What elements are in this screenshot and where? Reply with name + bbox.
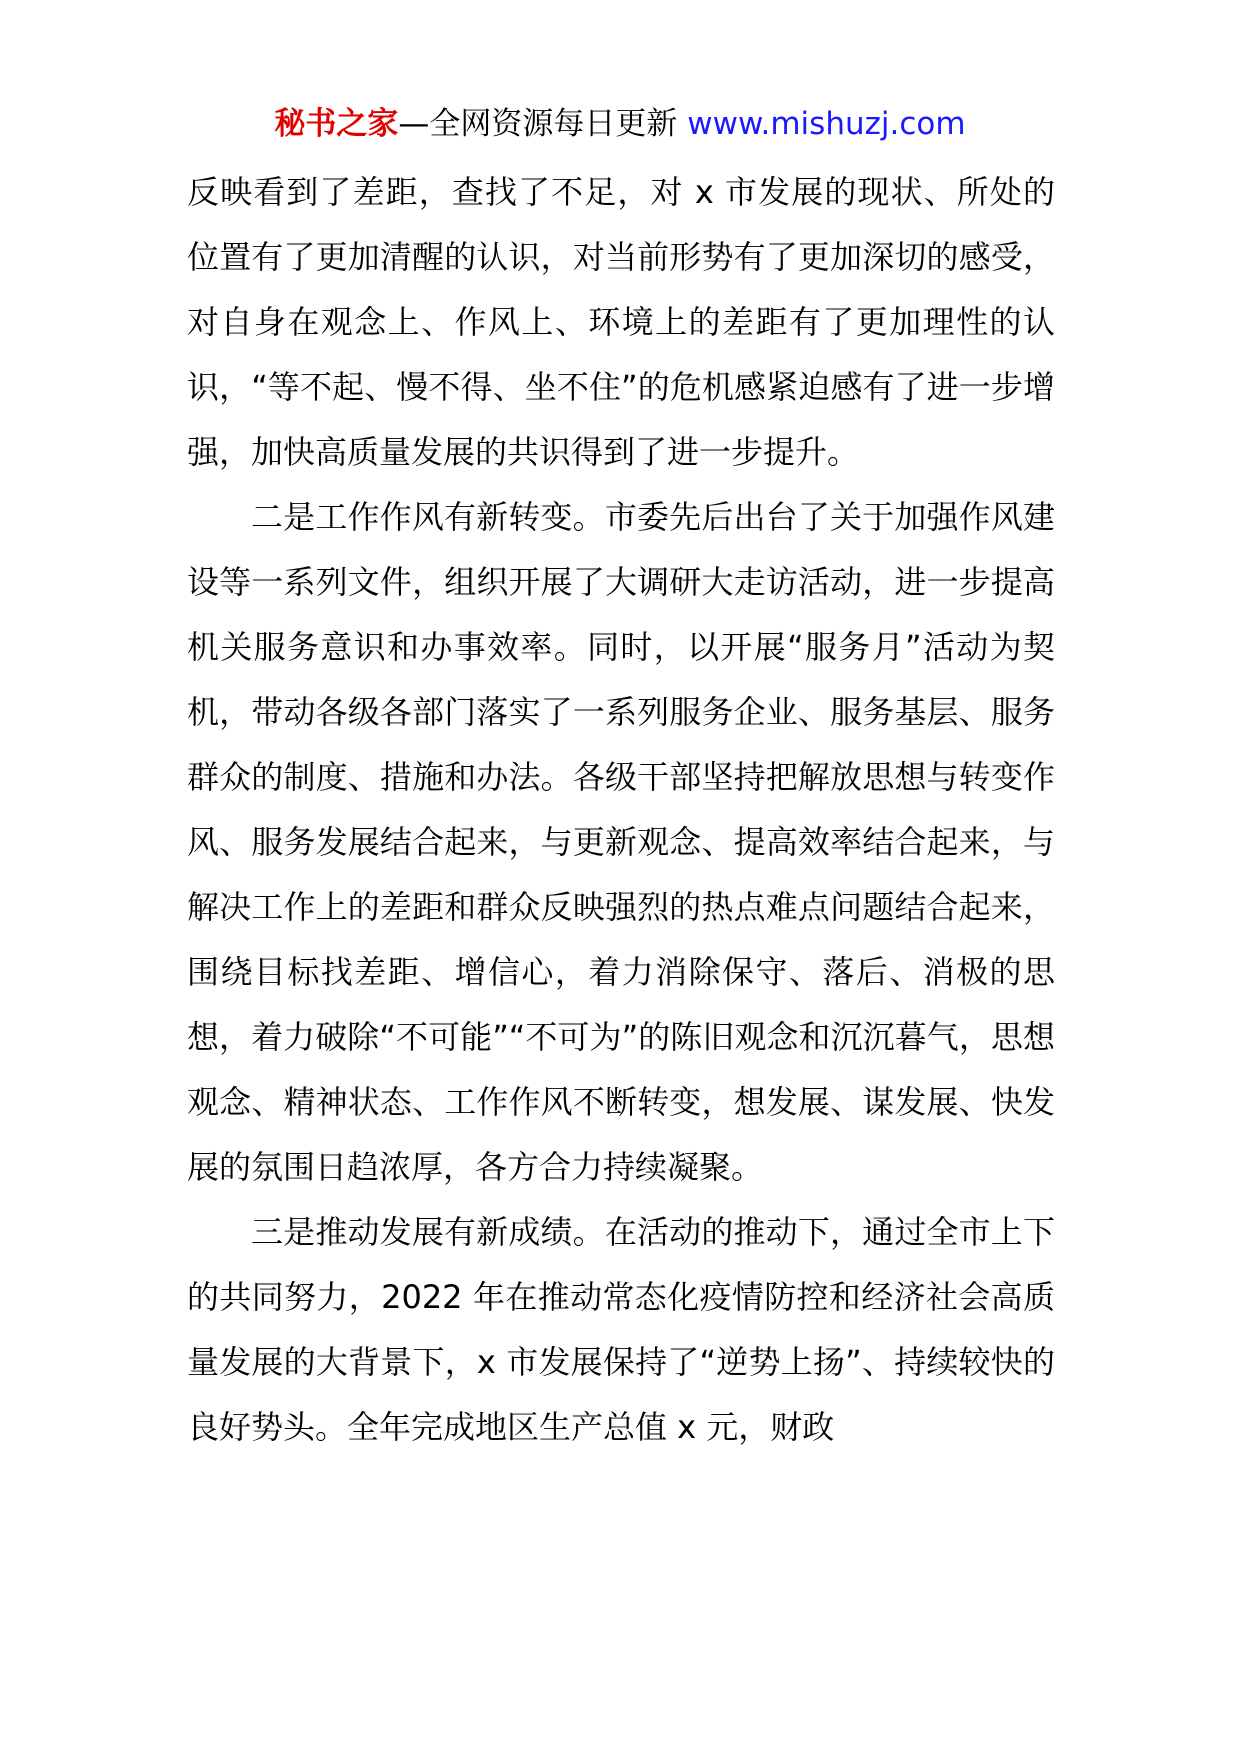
site-header	[0, 100, 1240, 148]
paragraph-3: 三是推动发展有新成绩。在活动的推动下，通过全市上下的共同努力，2022 年在推动常态化疫情防控和经济社会高质量发展的大背景下，x 市发展保持了“逆势上扬”、持续较快的良好势头。全年完成地区生产总值 x 元，财政	[187, 1213, 1055, 1446]
website-link[interactable]: www.mishuzj.com	[687, 106, 966, 142]
paragraph-2: 二是工作作风有新转变。市委先后出台了关于加强作风建设等一系列文件，组织开展了大调研大走访活动，进一步提高机关服务意识和办事效率。同时，以开展“服务月”活动为契机，带动各级各部门落实了一系列服务企业、服务基层、服务群众的制度、措施和办法。各级干部坚持把解放思想与转变作风、服务发展结合起来，与更新观念、提高效率结合起来，与解决工作上的差距和群众反映强烈的热点难点问题结合起来，围绕目标找差距、增信心，着力消除保守、落后、消极的思想，着力破除“不可能”“不可为”的陈旧观念和沉沉暮气，思想观念、精神状态、工作作风不断转变，想发展、谋发展、快发展的氛围日趋浓厚，各方合力持续凝聚。	[187, 498, 1055, 1186]
paragraph-1: 反映看到了差距，查找了不足，对 x 市发展的现状、所处的位置有了更加清醒的认识，对当前形势有了更加深切的感受，对自身在观念上、作风上、环境上的差距有了更加理性的认识，“等不起、慢不得、坐不住”的危机感紧迫感有了进一步增强，加快高质量发展的共识得到了进一步提升。	[187, 173, 1055, 471]
brand-name: 秘书之家	[274, 106, 399, 142]
document-body	[187, 160, 1055, 1460]
header-slogan: —全网资源每日更新	[398, 106, 678, 142]
